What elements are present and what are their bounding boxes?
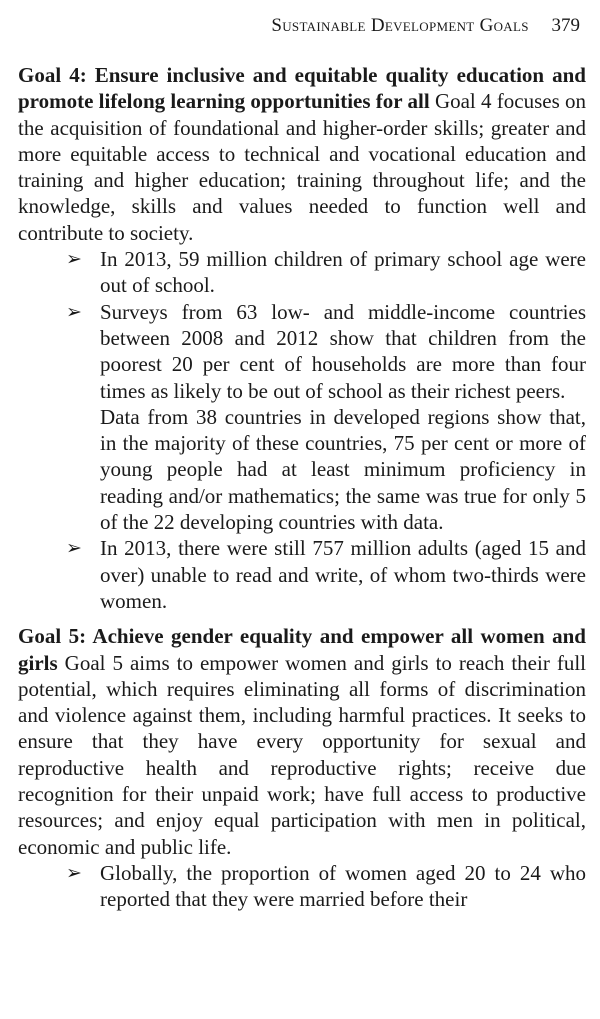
list-item-text: Surveys from 63 low- and middle-income countries between 2008 and 2012 show that children from the poorest 20 per cent of households are more than four times as likely to be out of school as their richest peers.: [100, 299, 586, 403]
section-gap: [18, 614, 586, 623]
list-item: [18, 535, 586, 614]
goal-5-heading: Goal 5: Achieve gender equality and empower all women and girls: [18, 624, 586, 675]
continuation-text: Data from 38 countries in developed regions show that, in the majority of these countries, 75 per cent or more of young people had at least minimum proficiency in reading and/or mathematics; the same was true for only 5 of the 22 developing countries with data.: [100, 404, 586, 535]
list-item: [18, 860, 586, 913]
goal-5-text: Goal 5 aims to empower women and girls to reach their full potential, which requires eliminating all forms of discrimination and violence against them, including harmful practices. It seeks to ensure that they have every opportunity for sexual and reproductive health and reproductive rights; receive due recognition for their unpaid work; have full access to productive resources; and enjoy equal participation with men in political, economic and public life.: [18, 650, 586, 859]
goal-4-text: Goal 4 focuses on the acquisition of foundational and higher-order skills; greater and more equitable access to technical and vocational education and training and higher education; training throughout life; and the knowledge, skills and values needed to function well and contribute to society.: [18, 89, 587, 245]
running-title: Sustainable Development Goals: [271, 15, 529, 36]
list-item-text: Globally, the proportion of women aged 20 to 24 who reported that they were married before their: [100, 860, 586, 912]
goal-4-bullets: [18, 246, 586, 614]
goal-4-heading: Goal 4: Ensure inclusive and equitable quality education and promote lifelong learning opportunities for all: [18, 63, 586, 114]
goal-5-bullets: [18, 860, 586, 913]
list-item: [18, 246, 586, 299]
page-body: [18, 62, 586, 913]
list-item-text: In 2013, 59 million children of primary school age were out of school.: [100, 247, 586, 298]
list-continuation: [18, 404, 586, 535]
arrow-bullet-icon: ➢: [66, 537, 82, 560]
goal-5-paragraph: [18, 623, 586, 860]
list-item-text: In 2013, there were still 757 million adults (aged 15 and over) unable to read and write, of whom two-thirds were women.: [100, 536, 586, 613]
arrow-bullet-icon: ➢: [66, 300, 82, 323]
arrow-bullet-icon: ➢: [66, 861, 82, 884]
goal-4-paragraph: [18, 62, 586, 246]
page-number: 379: [551, 15, 580, 36]
running-head: [0, 14, 580, 38]
arrow-bullet-icon: ➢: [66, 248, 82, 271]
list-item: [18, 299, 586, 404]
